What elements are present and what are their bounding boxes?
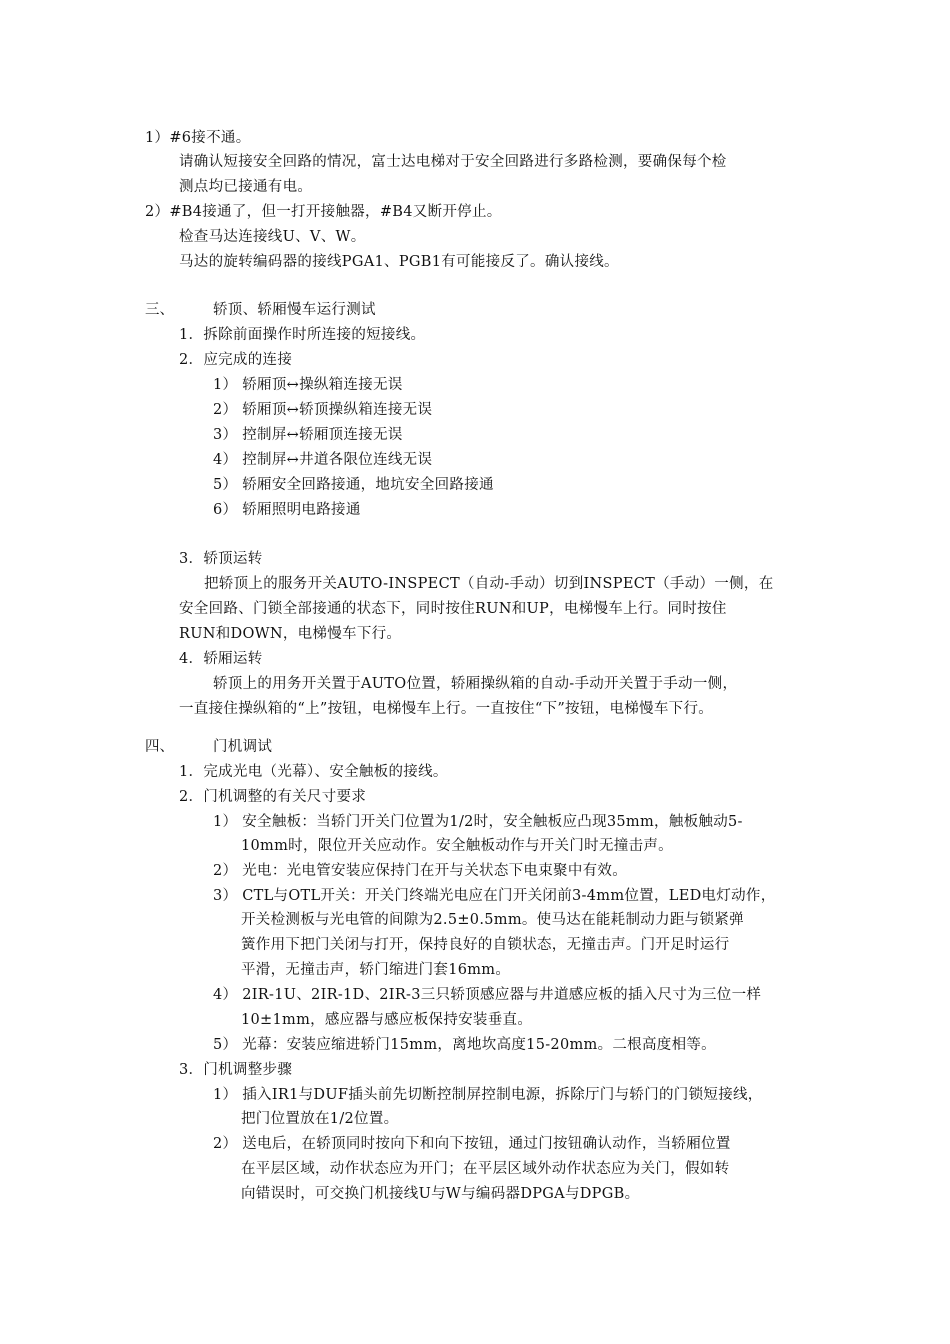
- section-4-step-3: 3．门机调整步骤: [179, 1062, 293, 1078]
- dimension-item: 2） 光电：光电管安装应保持门在开与关状态下电束聚中有效。: [213, 863, 628, 879]
- door-step-item: 2） 送电后，在轿顶同时按向下和向下按钮，通过门按钮确认动作，当轿厢位置: [213, 1136, 731, 1152]
- section-3-title: 轿顶、轿厢慢车运行测试: [213, 302, 376, 318]
- item-b4-desc-line1: 检查马达连接线U、V、W。: [179, 229, 366, 245]
- dimension-item-cont: 10mm时，限位开关应动作。安全触板动作与开关门时无撞击声。: [241, 838, 673, 854]
- dimension-item-cont: 10±1mm，感应器与感应板保持安装垂直。: [241, 1012, 533, 1028]
- connection-item: 5） 轿厢安全回路接通，地坑安全回路接通: [213, 477, 494, 493]
- section-4-step-2: 2．门机调整的有关尺寸要求: [179, 789, 367, 805]
- car-run-line2: 一直接住操纵箱的“上”按钮，电梯慢车上行。一直按住“下”按钮，电梯慢车下行。: [179, 701, 714, 717]
- dimension-item-cont: 平滑，无撞击声，轿门缩进门套16mm。: [241, 962, 511, 978]
- dimension-item: 4） 2IR-1U、2IR-1D、2IR-3三只轿顶感应器与井道感应板的插入尺寸为三位一样: [213, 987, 762, 1003]
- item-b4-disconnect: 2）#B4接通了，但一打开接触器，#B4又断开停止。: [145, 204, 502, 220]
- car-top-run-line1: 把轿顶上的服务开关AUTO-INSPECT（自动-手动）切到INSPECT（手动）一侧，在: [204, 576, 774, 592]
- car-top-run-line3: RUN和DOWN，电梯慢车下行。: [179, 626, 402, 642]
- section-3-step-3: 3．轿顶运转: [179, 551, 263, 567]
- item-6-desc-line1: 请确认短接安全回路的情况，富士达电梯对于安全回路进行多路检测，要确保每个检: [179, 154, 727, 170]
- connection-item: 3） 控制屏↔轿厢顶连接无误: [213, 427, 403, 443]
- dimension-item: 5） 光幕：安装应缩进轿门15mm，离地坎高度15-20mm。二根高度相等。: [213, 1037, 716, 1053]
- section-3-step-4: 4．轿厢运转: [179, 651, 263, 667]
- connection-item: 4） 控制屏↔井道各限位连线无误: [213, 452, 433, 468]
- door-step-item-cont: 把门位置放在1/2位置。: [241, 1111, 399, 1127]
- dimension-item-cont: 簧作用下把门关闭与打开，保持良好的自锁状态，无撞击声。门开足时运行: [241, 937, 730, 953]
- section-4-step-1: 1．完成光电（光幕）、安全触板的接线。: [179, 764, 448, 780]
- section-3-number: 三、: [145, 302, 174, 318]
- section-4-number: 四、: [145, 739, 174, 755]
- item-b4-desc-line2: 马达的旋转编码器的接线PGA1、PGB1有可能接反了。确认接线。: [179, 254, 619, 270]
- door-step-item: 1） 插入IR1与DUF插头前先切断控制屏控制电源，拆除厅门与轿门的门锁短接线，: [213, 1087, 763, 1103]
- dimension-item: 3） CTL与OTL开关：开关门终端光电应在门开关闭前3-4mm位置，LED电灯动作，: [213, 888, 776, 904]
- section-3-step-1: 1．拆除前面操作时所连接的短接线。: [179, 327, 426, 343]
- item-6-not-connected: 1）#6接不通。: [145, 130, 251, 146]
- door-step-item-cont: 在平层区域，动作状态应为开门；在平层区域外动作状态应为关门，假如转: [241, 1161, 730, 1177]
- connection-item: 1） 轿厢顶↔操纵箱连接无误: [213, 377, 403, 393]
- connection-item: 6） 轿厢照明电路接通: [213, 502, 361, 518]
- section-3-step-2: 2．应完成的连接: [179, 352, 293, 368]
- section-4-title: 门机调试: [213, 739, 273, 755]
- dimension-item-cont: 开关检测板与光电管的间隙为2.5±0.5mm。使马达在能耗制动力距与锁紧弹: [241, 912, 744, 928]
- item-6-desc-line2: 测点均已接通有电。: [179, 179, 313, 195]
- door-step-item-cont: 向错误时，可交换门机接线U与W与编码器DPGA与DPGB。: [241, 1186, 640, 1202]
- car-run-line1: 轿顶上的用务开关置于AUTO位置，轿厢操纵箱的自动-手动开关置于手动一侧，: [213, 676, 738, 692]
- dimension-item: 1） 安全触板：当轿门开关门位置为1/2时，安全触板应凸现35mm，触板触动5-: [213, 814, 743, 830]
- connection-item: 2） 轿厢顶↔轿顶操纵箱连接无误: [213, 402, 433, 418]
- car-top-run-line2: 安全回路、门锁全部接通的状态下，同时按住RUN和UP，电梯慢车上行。同时按住: [179, 601, 727, 617]
